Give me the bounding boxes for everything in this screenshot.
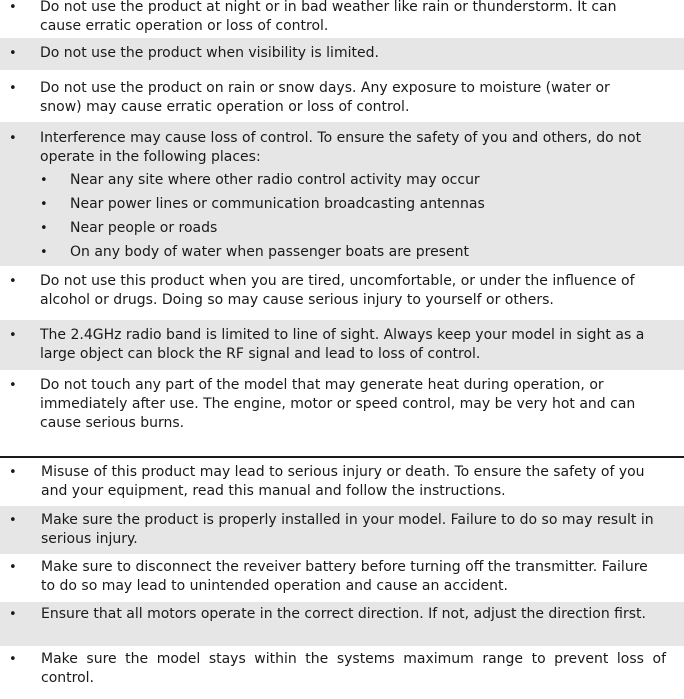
bullet-icon: •: [9, 378, 17, 393]
sub-item-text: Near any site where other radio control activity may occur: [70, 172, 480, 188]
warning-text: Do not use the product on rain or snow days. Any exposure to moisture (water or snow) may cause erratic operation or loss of control.: [40, 80, 610, 115]
bullet-icon: •: [9, 652, 17, 667]
bullet-icon: •: [40, 173, 48, 188]
warning-item: [0, 320, 684, 370]
bullet-icon: •: [9, 328, 17, 343]
bullet-icon: •: [9, 131, 17, 146]
warning-item: [0, 70, 684, 122]
bullet-icon: •: [40, 245, 48, 260]
sub-item-text: Near power lines or communication broadcasting antennas: [70, 196, 485, 212]
warning-text: Do not use this product when you are tired, uncomfortable, or under the influence of alcohol or drugs. Doing so may cause serious injury to yourself or others.: [40, 273, 635, 308]
bullet-icon: •: [9, 274, 17, 289]
bullet-icon: •: [40, 197, 48, 212]
bullet-icon: •: [9, 513, 17, 528]
warning-item: [0, 370, 684, 446]
sub-item-text: Near people or roads: [70, 220, 218, 236]
bullet-icon: •: [40, 221, 48, 236]
warning-item: [0, 0, 684, 38]
caution-item: [0, 554, 684, 602]
sub-item-text: On any body of water when passenger boats are present: [70, 244, 469, 260]
warning-text: The 2.4GHz radio band is limited to line of sight. Always keep your model in sight as a large object can block the RF signal and lead to loss of control.: [40, 327, 645, 362]
caution-item: [0, 458, 684, 506]
warning-text: Interference may cause loss of control. To ensure the safety of you and others, do not operate in the following places:: [40, 130, 642, 165]
caution-item: [0, 506, 684, 554]
bullet-icon: •: [9, 465, 17, 480]
warning-item: [0, 266, 684, 320]
warning-item: [0, 38, 684, 70]
warning-item-interference: [0, 122, 684, 266]
caution-text: Make sure the model stays within the systems maximum range to prevent loss of control.: [41, 651, 666, 686]
caution-text: Make sure to disconnect the reveiver battery before turning off the transmitter. Failure to do so may lead to unintended operation and cause an accident.: [41, 559, 648, 594]
warning-text: Do not use the product at night or in bad weather like rain or thunderstorm. It can cause erratic operation or loss of control.: [40, 0, 617, 34]
bullet-icon: •: [9, 607, 17, 622]
caution-item: [0, 646, 684, 699]
caution-text: Ensure that all motors operate in the correct direction. If not, adjust the direction first.: [41, 606, 646, 622]
warning-text: Do not touch any part of the model that may generate heat during operation, or immediately after use. The engine, motor or speed control, may be very hot and can cause serious burns.: [40, 377, 636, 431]
caution-text: Misuse of this product may lead to serious injury or death. To ensure the safety of you and your equipment, read this manual and follow the instructions.: [41, 464, 645, 499]
caution-text: Make sure the product is properly installed in your model. Failure to do so may result in serious injury.: [41, 512, 654, 547]
caution-item: [0, 602, 684, 646]
bullet-icon: •: [9, 560, 17, 575]
warning-text: Do not use the product when visibility is limited.: [40, 45, 379, 61]
bullet-icon: •: [9, 46, 17, 61]
bullet-icon: •: [9, 81, 17, 96]
bullet-icon: •: [9, 0, 17, 15]
